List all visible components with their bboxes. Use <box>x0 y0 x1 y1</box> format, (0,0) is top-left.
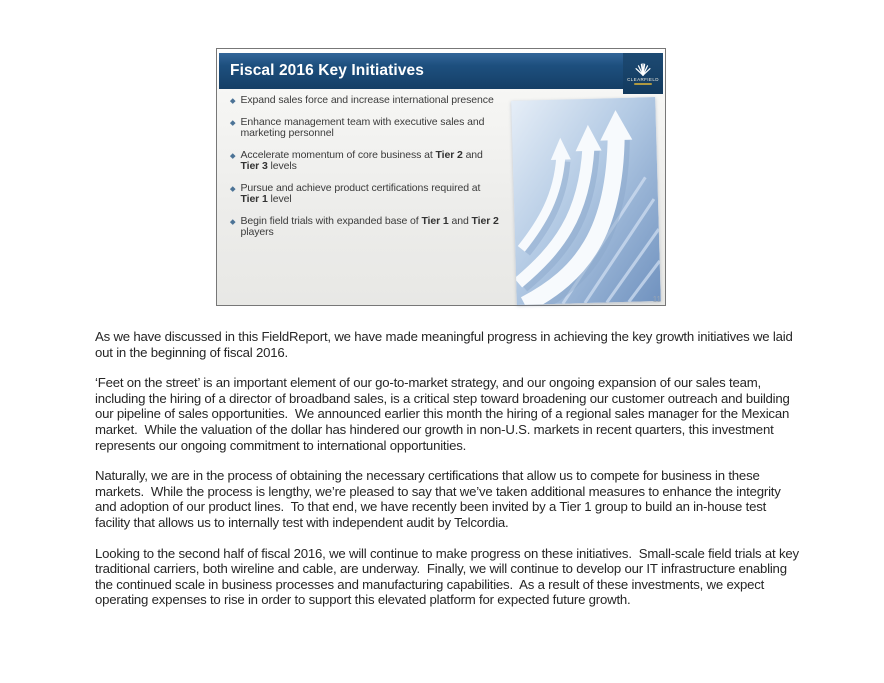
bullet-text: Expand sales force and increase international presence <box>240 94 494 106</box>
body-paragraph: ‘Feet on the street’ is an important element of our go-to-market strategy, and our ongoing expansion of our sales team, including the hiring of a director of broadband sales, is a critical step toward broadening our customer outreach and building our pipeline of sales opportunities. We announced earlier this month the hiring of a regional sales manager for the Mexican market. While the valuation of the dollar has hindered our growth in non-U.S. markets in recent quarters, this investment represents our ongoing commitment to international opportunities. <box>95 375 794 453</box>
bullet-item <box>229 183 501 206</box>
bullet-item <box>229 95 501 107</box>
growth-arrows-graphic <box>511 97 661 305</box>
bullet-icon <box>230 219 235 224</box>
shell-fan-icon <box>633 63 653 76</box>
body-paragraph: As we have discussed in this FieldReport, we have made meaningful progress in achieving the key growth initiatives we laid out in the beginning of fiscal 2016. <box>95 329 797 360</box>
logo-tagline-bar <box>634 83 652 85</box>
bullet-icon <box>230 186 235 191</box>
bullet-icon <box>230 120 235 125</box>
logo-text: CLEARFIELD <box>627 76 659 82</box>
slide-image <box>216 48 666 306</box>
bullet-text: Pursue and achieve product certifications required at Tier 1 level <box>240 181 481 205</box>
body-paragraph: Naturally, we are in the process of obtaining the necessary certifications that allow us to compete for business in these markets. While the process is lengthy, we’re pleased to say that we’ve taken additional measures to enhance the integrity and adoption of our product lines. To that end, we have recently been invited by a Tier 1 group to build an in-house test facility that allows us to internally test with independent audit by Telcordia. <box>95 468 785 530</box>
body-paragraph: Looking to the second half of fiscal 2016, we will continue to make progress on these initiatives. Small-scale field trials at key traditional carriers, both wireline and cable, are underway. Finally, we will continue to develop our IT infrastructure enabling the continued scale in business processes and manufacturing capabilities. As a result of these investments, we expect operating expenses to rise in order to support this elevated platform for expected future growth. <box>95 545 803 608</box>
slide-header <box>219 53 663 89</box>
bullet-list <box>229 95 501 249</box>
bullet-item <box>229 150 501 173</box>
clearfield-logo <box>623 53 663 94</box>
bullet-text: Accelerate momentum of core business at Tier 2 and Tier 3 levels <box>240 148 483 172</box>
bullet-item <box>229 216 501 239</box>
bullet-text: Begin field trials with expanded base of Tier 1 and Tier 2 players <box>240 214 499 238</box>
report-body <box>95 329 801 623</box>
bullet-item <box>229 117 501 140</box>
slide-title: Fiscal 2016 Key Initiatives <box>230 62 424 79</box>
bullet-icon <box>230 153 235 158</box>
bullet-icon <box>230 98 235 103</box>
bullet-text: Enhance management team with executive sales and marketing personnel <box>240 115 485 139</box>
slide-page-number: 11 <box>652 295 661 304</box>
